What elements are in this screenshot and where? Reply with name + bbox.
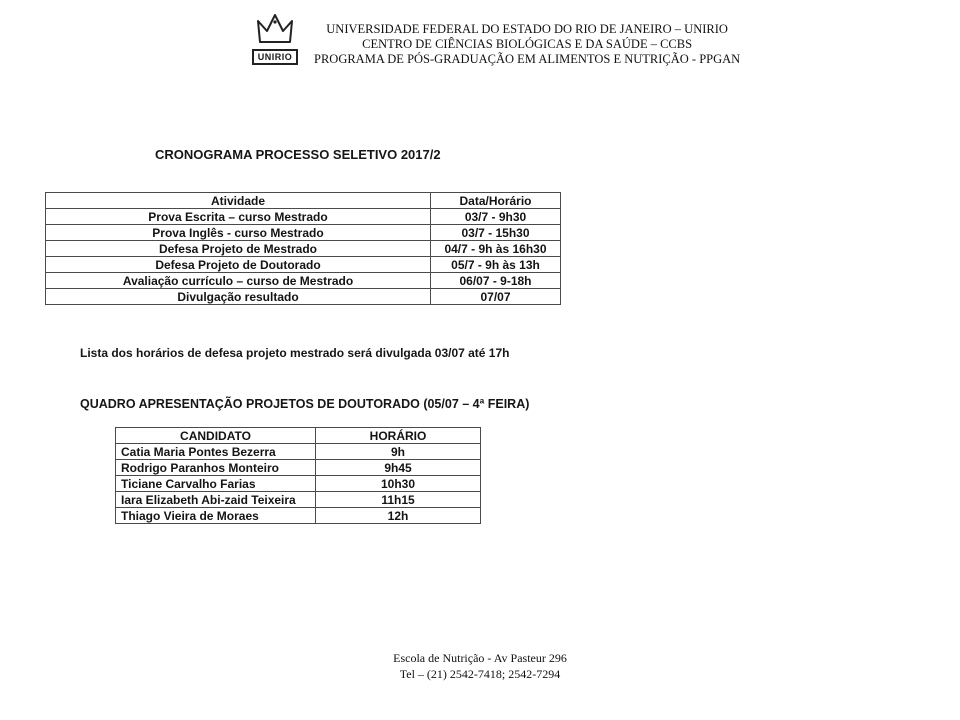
activity-cell: Avaliação currículo – curso de Mestrado [46, 273, 431, 289]
datetime-cell: 03/7 - 15h30 [431, 225, 561, 241]
table-row [46, 209, 561, 225]
activity-cell: Defesa Projeto de Mestrado [46, 241, 431, 257]
schedule-table-container [45, 192, 561, 305]
table-row [46, 273, 561, 289]
datetime-cell: 06/07 - 9-18h [431, 273, 561, 289]
candidate-cell: Iara Elizabeth Abi-zaid Teixeira [116, 492, 316, 508]
column-header-candidato: CANDIDATO [116, 428, 316, 444]
institution-line-2: CENTRO DE CIÊNCIAS BIOLÓGICAS E DA SAÚDE – CCBS [362, 36, 693, 51]
page-title: CRONOGRAMA PROCESSO SELETIVO 2017/2 [155, 147, 441, 162]
table-row [46, 241, 561, 257]
table-header-row [116, 428, 481, 444]
time-cell: 9h [316, 444, 481, 460]
candidate-cell: Rodrigo Paranhos Monteiro [116, 460, 316, 476]
doutorado-table-container [115, 427, 481, 524]
footer-address: Escola de Nutrição - Av Pasteur 296 [393, 651, 567, 665]
candidate-cell: Catia Maria Pontes Bezerra [116, 444, 316, 460]
defense-schedule-note: Lista dos horários de defesa projeto mestrado será divulgada 03/07 até 17h [80, 346, 510, 360]
doutorado-section-title: QUADRO APRESENTAÇÃO PROJETOS DE DOUTORADO (05/07 – 4ª FEIRA) [80, 397, 530, 411]
logo-wordmark: UNIRIO [252, 49, 299, 65]
table-row [116, 476, 481, 492]
doutorado-table [115, 427, 481, 524]
candidate-cell: Thiago Vieira de Moraes [116, 508, 316, 524]
document-footer [0, 651, 960, 682]
time-cell: 11h15 [316, 492, 481, 508]
table-row [116, 492, 481, 508]
table-row [46, 225, 561, 241]
institution-line-3: PROGRAMA DE PÓS-GRADUAÇÃO EM ALIMENTOS E NUTRIÇÃO - PPGAN [314, 51, 741, 66]
column-header-atividade: Atividade [46, 193, 431, 209]
time-cell: 9h45 [316, 460, 481, 476]
table-row [46, 289, 561, 305]
table-row [116, 444, 481, 460]
column-header-data-horario: Data/Horário [431, 193, 561, 209]
activity-cell: Defesa Projeto de Doutorado [46, 257, 431, 273]
datetime-cell: 04/7 - 9h às 16h30 [431, 241, 561, 257]
schedule-table [45, 192, 561, 305]
crown-icon [253, 12, 297, 51]
document-header [248, 12, 740, 66]
activity-cell: Divulgação resultado [46, 289, 431, 305]
candidate-cell: Ticiane Carvalho Farias [116, 476, 316, 492]
unirio-logo [248, 12, 302, 65]
activity-cell: Prova Inglês - curso Mestrado [46, 225, 431, 241]
footer-phone: Tel – (21) 2542-7418; 2542-7294 [399, 666, 561, 681]
datetime-cell: 07/07 [431, 289, 561, 305]
institution-line-1: UNIVERSIDADE FEDERAL DO ESTADO DO RIO DE JANEIRO – UNIRIO [326, 22, 728, 36]
activity-cell: Prova Escrita – curso Mestrado [46, 209, 431, 225]
table-row [116, 460, 481, 476]
column-header-horario: HORÁRIO [316, 428, 481, 444]
datetime-cell: 03/7 - 9h30 [431, 209, 561, 225]
time-cell: 12h [316, 508, 481, 524]
datetime-cell: 05/7 - 9h às 13h [431, 257, 561, 273]
institution-lines [314, 12, 740, 66]
table-header-row [46, 193, 561, 209]
table-row [116, 508, 481, 524]
time-cell: 10h30 [316, 476, 481, 492]
table-row [46, 257, 561, 273]
